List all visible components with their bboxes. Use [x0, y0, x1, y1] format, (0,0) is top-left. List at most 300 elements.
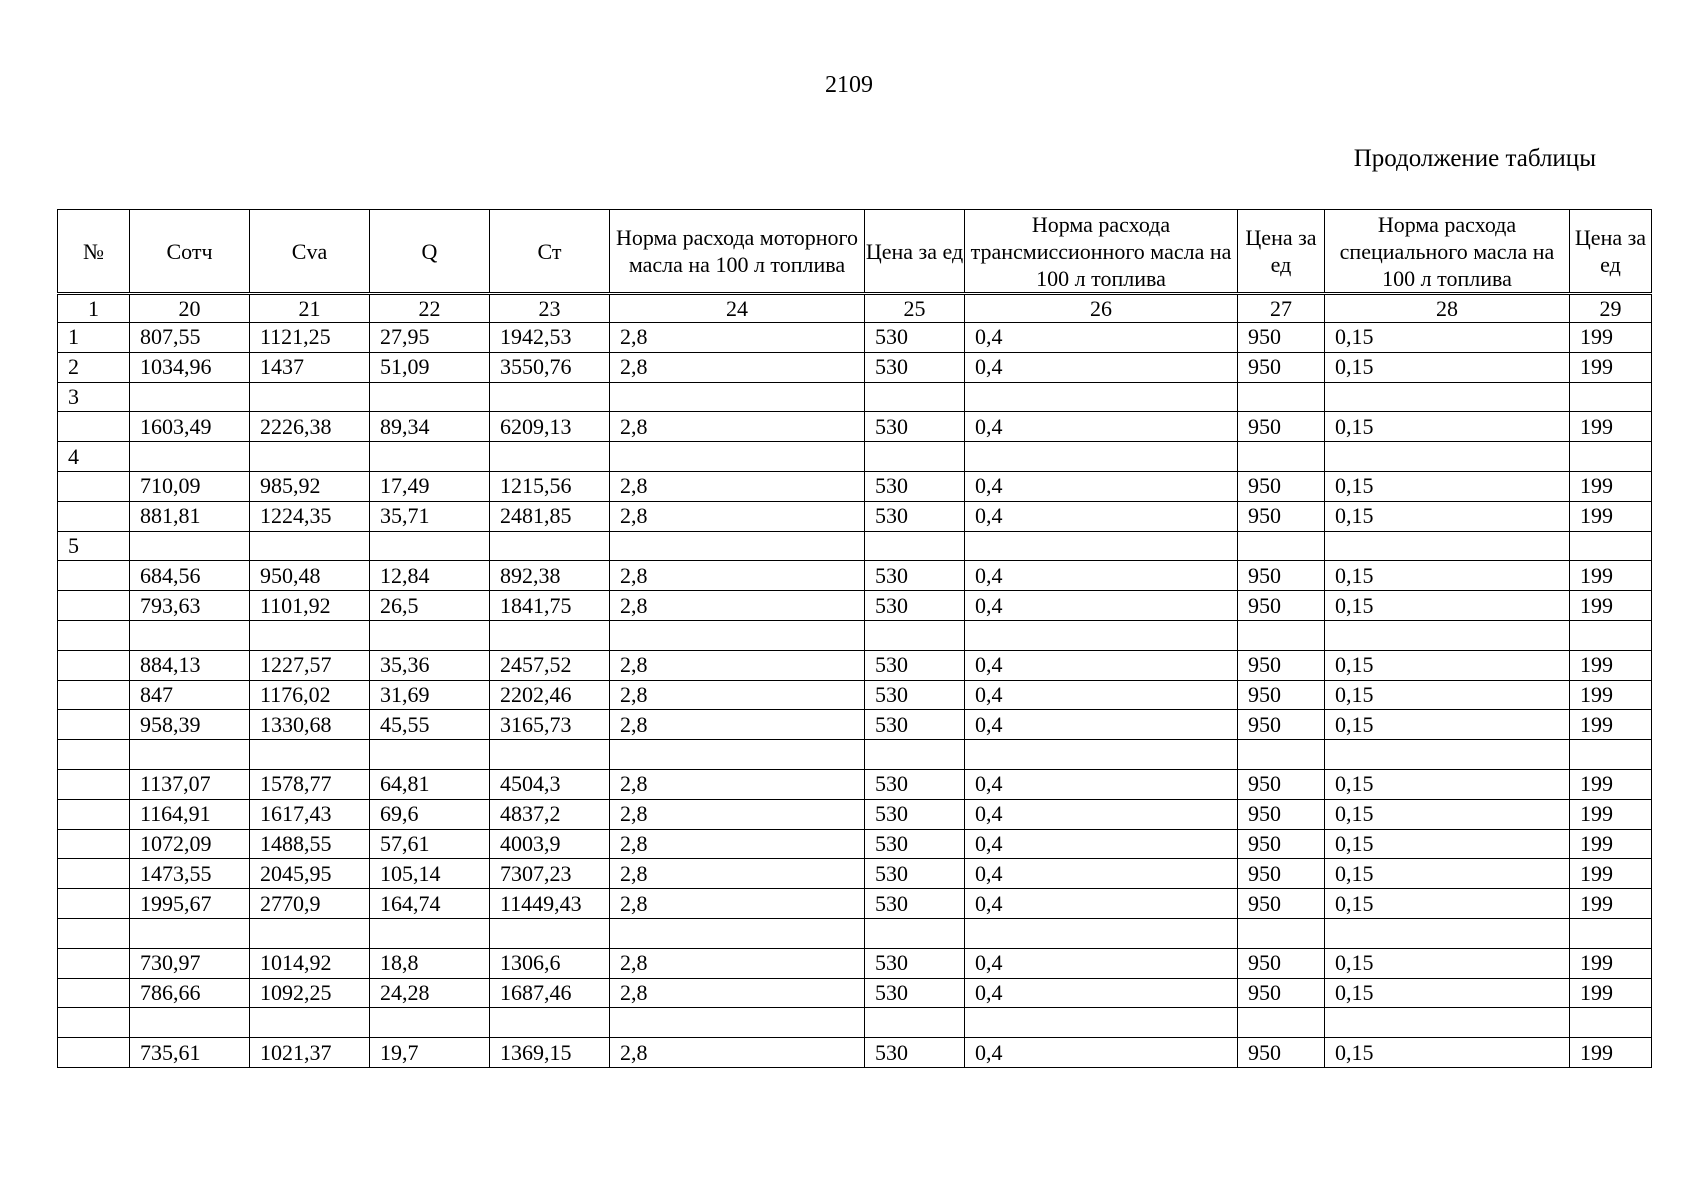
table-cell: 530: [865, 948, 965, 978]
table-cell: 3: [58, 382, 130, 412]
table-cell: [1325, 918, 1570, 948]
table-row: [58, 382, 1652, 412]
table-cell: 530: [865, 829, 965, 859]
table-cell: [865, 1008, 965, 1038]
table-cell: 807,55: [130, 323, 250, 353]
table-row: [58, 650, 1652, 680]
table-cell: 0,15: [1325, 710, 1570, 740]
header-row: [58, 210, 1652, 294]
table-cell: [130, 918, 250, 948]
table-cell: [490, 442, 610, 472]
table-cell: 6209,13: [490, 412, 610, 442]
table-cell: 24,28: [370, 978, 490, 1008]
table-cell: 0,15: [1325, 352, 1570, 382]
table-cell: 199: [1570, 889, 1652, 919]
header-cell: Ст: [490, 210, 610, 294]
table-cell: 958,39: [130, 710, 250, 740]
table-cell: 199: [1570, 323, 1652, 353]
table-cell: [58, 501, 130, 531]
table-cell: [1238, 1008, 1325, 1038]
table-cell: 1841,75: [490, 591, 610, 621]
table-cell: [865, 382, 965, 412]
table-cell: [58, 769, 130, 799]
table-cell: 950: [1238, 680, 1325, 710]
table-cell: 4003,9: [490, 829, 610, 859]
table-cell: [865, 620, 965, 650]
table-cell: 1995,67: [130, 889, 250, 919]
table-cell: 2,8: [610, 412, 865, 442]
table-cell: 0,4: [965, 680, 1238, 710]
table-cell: 0,4: [965, 352, 1238, 382]
table-cell: 530: [865, 323, 965, 353]
table-cell: 530: [865, 889, 965, 919]
table-cell: 5: [58, 531, 130, 561]
table-cell: 199: [1570, 948, 1652, 978]
table-cell: [58, 799, 130, 829]
table-cell: 0,15: [1325, 650, 1570, 680]
table-row: [58, 323, 1652, 353]
table-cell: 1306,6: [490, 948, 610, 978]
table-cell: 0,4: [965, 323, 1238, 353]
table-cell: 1578,77: [250, 769, 370, 799]
table-cell: [130, 1008, 250, 1038]
table-cell: 2202,46: [490, 680, 610, 710]
table-cell: 199: [1570, 561, 1652, 591]
table-body: [58, 323, 1652, 1068]
table-cell: 2,8: [610, 471, 865, 501]
header-cell: Сотч: [130, 210, 250, 294]
table-cell: [1570, 442, 1652, 472]
table-row: [58, 710, 1652, 740]
table-cell: [490, 1008, 610, 1038]
table-cell: 2770,9: [250, 889, 370, 919]
table-cell: [130, 442, 250, 472]
table-cell: 1617,43: [250, 799, 370, 829]
table-row: [58, 352, 1652, 382]
table-cell: [250, 740, 370, 770]
column-number-cell: 27: [1238, 294, 1325, 323]
table-cell: 45,55: [370, 710, 490, 740]
table-cell: [58, 859, 130, 889]
table-cell: [370, 740, 490, 770]
table-cell: 89,34: [370, 412, 490, 442]
table-cell: [610, 382, 865, 412]
table-cell: [865, 442, 965, 472]
table-cell: [130, 620, 250, 650]
table-cell: [58, 829, 130, 859]
table-cell: 950: [1238, 710, 1325, 740]
table-cell: 950: [1238, 412, 1325, 442]
table-cell: 1488,55: [250, 829, 370, 859]
table-cell: [865, 918, 965, 948]
table-cell: 11449,43: [490, 889, 610, 919]
table-cell: [250, 918, 370, 948]
table-cell: [250, 442, 370, 472]
table-cell: 2045,95: [250, 859, 370, 889]
table-cell: [58, 680, 130, 710]
table-cell: 2,8: [610, 680, 865, 710]
table-cell: 31,69: [370, 680, 490, 710]
table-cell: 199: [1570, 680, 1652, 710]
column-number-row: [58, 294, 1652, 323]
table-cell: 950: [1238, 352, 1325, 382]
table-cell: 1176,02: [250, 680, 370, 710]
table-cell: [1325, 740, 1570, 770]
table-cell: 530: [865, 501, 965, 531]
table-cell: 35,71: [370, 501, 490, 531]
table-cell: 1101,92: [250, 591, 370, 621]
table-cell: 735,61: [130, 1038, 250, 1068]
table-cell: 847: [130, 680, 250, 710]
table-cell: 530: [865, 591, 965, 621]
table-cell: 950: [1238, 561, 1325, 591]
table-cell: 950: [1238, 471, 1325, 501]
table-cell: [58, 650, 130, 680]
table-cell: 950: [1238, 1038, 1325, 1068]
table-cell: 1034,96: [130, 352, 250, 382]
table-cell: [1238, 918, 1325, 948]
table-row: [58, 769, 1652, 799]
table-cell: [610, 531, 865, 561]
table-cell: 985,92: [250, 471, 370, 501]
table-cell: [610, 442, 865, 472]
table-cell: 27,95: [370, 323, 490, 353]
table-cell: [1238, 531, 1325, 561]
table-cell: [58, 1008, 130, 1038]
table-cell: 199: [1570, 412, 1652, 442]
table-cell: 1164,91: [130, 799, 250, 829]
table-cell: 2,8: [610, 561, 865, 591]
table-cell: [610, 918, 865, 948]
table-cell: [250, 531, 370, 561]
table-cell: [370, 382, 490, 412]
continuation-label: Продолжение таблицы: [1353, 145, 1596, 172]
table-cell: [490, 531, 610, 561]
table-cell: 0,4: [965, 859, 1238, 889]
header-cell: Норма расхода трансмиссионного масла на 100 л топлива: [965, 210, 1238, 294]
table-cell: 2,8: [610, 591, 865, 621]
table-cell: 105,14: [370, 859, 490, 889]
table-cell: 950: [1238, 323, 1325, 353]
table-cell: 0,4: [965, 769, 1238, 799]
table-row: [58, 680, 1652, 710]
table-cell: [1570, 740, 1652, 770]
table-cell: 2,8: [610, 889, 865, 919]
table-cell: [965, 740, 1238, 770]
table-cell: 950,48: [250, 561, 370, 591]
header-cell: Цена за ед: [865, 210, 965, 294]
table-cell: 1137,07: [130, 769, 250, 799]
table-cell: 1224,35: [250, 501, 370, 531]
table-cell: [1238, 740, 1325, 770]
table-row: [58, 1008, 1652, 1038]
table-cell: 2481,85: [490, 501, 610, 531]
table-cell: 51,09: [370, 352, 490, 382]
table-cell: 892,38: [490, 561, 610, 591]
table-cell: [58, 710, 130, 740]
table-cell: 950: [1238, 889, 1325, 919]
header-cell: Норма расхода специального масла на 100 л топлива: [1325, 210, 1570, 294]
table-cell: [250, 382, 370, 412]
table-cell: 19,7: [370, 1038, 490, 1068]
table-cell: [58, 620, 130, 650]
table-row: [58, 471, 1652, 501]
table-cell: 950: [1238, 799, 1325, 829]
table-cell: 0,4: [965, 829, 1238, 859]
column-number-cell: 21: [250, 294, 370, 323]
table-row: [58, 531, 1652, 561]
table-cell: 0,15: [1325, 859, 1570, 889]
table-cell: [1570, 382, 1652, 412]
header-cell: Cva: [250, 210, 370, 294]
table-cell: [965, 620, 1238, 650]
table-cell: 884,13: [130, 650, 250, 680]
table-cell: 530: [865, 471, 965, 501]
table-cell: 199: [1570, 710, 1652, 740]
table-cell: [370, 620, 490, 650]
table-cell: 3165,73: [490, 710, 610, 740]
table-cell: 2,8: [610, 323, 865, 353]
table-cell: 0,15: [1325, 948, 1570, 978]
table-cell: 35,36: [370, 650, 490, 680]
table-cell: [58, 412, 130, 442]
table-cell: 0,15: [1325, 889, 1570, 919]
table-cell: 530: [865, 769, 965, 799]
table-row: [58, 442, 1652, 472]
table-cell: 199: [1570, 799, 1652, 829]
table-cell: 2,8: [610, 1038, 865, 1068]
table-row: [58, 561, 1652, 591]
table-cell: 950: [1238, 829, 1325, 859]
table-cell: [58, 889, 130, 919]
table-cell: 4: [58, 442, 130, 472]
table-cell: 1437: [250, 352, 370, 382]
table-cell: [610, 620, 865, 650]
table-cell: [965, 442, 1238, 472]
table-cell: 1121,25: [250, 323, 370, 353]
table-cell: 1014,92: [250, 948, 370, 978]
table-cell: 1687,46: [490, 978, 610, 1008]
table-cell: 1942,53: [490, 323, 610, 353]
table-cell: [1570, 531, 1652, 561]
table-cell: [965, 918, 1238, 948]
table-cell: 0,4: [965, 710, 1238, 740]
table-cell: [865, 531, 965, 561]
table-cell: [490, 740, 610, 770]
table-cell: [370, 531, 490, 561]
header-cell: Норма расхода моторного масла на 100 л топлива: [610, 210, 865, 294]
table-cell: 199: [1570, 352, 1652, 382]
table-cell: [1325, 620, 1570, 650]
table-cell: 1603,49: [130, 412, 250, 442]
table-cell: [58, 918, 130, 948]
table-cell: 69,6: [370, 799, 490, 829]
table-cell: 530: [865, 680, 965, 710]
table-row: [58, 829, 1652, 859]
table-cell: [130, 382, 250, 412]
table-cell: 2,8: [610, 859, 865, 889]
column-number-cell: 24: [610, 294, 865, 323]
table-cell: 0,15: [1325, 471, 1570, 501]
table-cell: 950: [1238, 650, 1325, 680]
table-cell: 950: [1238, 769, 1325, 799]
table-cell: [1325, 382, 1570, 412]
table-cell: 12,84: [370, 561, 490, 591]
table-row: [58, 978, 1652, 1008]
table-cell: 0,15: [1325, 1038, 1570, 1068]
table-cell: 199: [1570, 501, 1652, 531]
column-number-cell: 23: [490, 294, 610, 323]
table-cell: 786,66: [130, 978, 250, 1008]
table-row: [58, 918, 1652, 948]
table-cell: 1369,15: [490, 1038, 610, 1068]
table-cell: [58, 471, 130, 501]
table-cell: 199: [1570, 978, 1652, 1008]
table-cell: 950: [1238, 948, 1325, 978]
table-cell: [58, 1038, 130, 1068]
table-cell: 0,4: [965, 412, 1238, 442]
table-row: [58, 948, 1652, 978]
table-cell: 1072,09: [130, 829, 250, 859]
table-cell: 1021,37: [250, 1038, 370, 1068]
table-cell: [58, 978, 130, 1008]
column-number-cell: 22: [370, 294, 490, 323]
table-row: [58, 740, 1652, 770]
table-cell: 0,4: [965, 978, 1238, 1008]
table-cell: 2,8: [610, 948, 865, 978]
table-cell: [965, 1008, 1238, 1038]
table-cell: 64,81: [370, 769, 490, 799]
table-cell: [58, 561, 130, 591]
column-number-cell: 26: [965, 294, 1238, 323]
table-cell: 0,4: [965, 501, 1238, 531]
table-cell: 530: [865, 978, 965, 1008]
table-cell: 793,63: [130, 591, 250, 621]
table-cell: 530: [865, 1038, 965, 1068]
header-cell: №: [58, 210, 130, 294]
table-cell: [130, 740, 250, 770]
table-cell: 17,49: [370, 471, 490, 501]
table-cell: 950: [1238, 591, 1325, 621]
table-cell: 199: [1570, 1038, 1652, 1068]
table-cell: 1092,25: [250, 978, 370, 1008]
column-number-cell: 28: [1325, 294, 1570, 323]
table-cell: 530: [865, 352, 965, 382]
table-cell: 2,8: [610, 650, 865, 680]
table-cell: 1227,57: [250, 650, 370, 680]
table-cell: [58, 948, 130, 978]
header-cell: Q: [370, 210, 490, 294]
table-cell: 530: [865, 799, 965, 829]
table-cell: 2,8: [610, 501, 865, 531]
table-cell: 1215,56: [490, 471, 610, 501]
table-cell: [965, 531, 1238, 561]
table-cell: 57,61: [370, 829, 490, 859]
table-cell: [1570, 918, 1652, 948]
table-cell: 164,74: [370, 889, 490, 919]
table-cell: [58, 591, 130, 621]
table-cell: [58, 740, 130, 770]
table-cell: 0,4: [965, 650, 1238, 680]
table-row: [58, 1038, 1652, 1068]
table-cell: 2,8: [610, 710, 865, 740]
table-cell: 4504,3: [490, 769, 610, 799]
table-cell: 950: [1238, 501, 1325, 531]
table-row: [58, 591, 1652, 621]
table-cell: 0,4: [965, 591, 1238, 621]
table-cell: [1238, 382, 1325, 412]
table-cell: 950: [1238, 859, 1325, 889]
table-cell: [370, 918, 490, 948]
table-cell: 0,15: [1325, 829, 1570, 859]
table-cell: 0,15: [1325, 680, 1570, 710]
table-cell: [965, 382, 1238, 412]
table-cell: [370, 442, 490, 472]
data-table: [57, 209, 1652, 1068]
table-cell: 684,56: [130, 561, 250, 591]
header-cell: Цена за ед: [1570, 210, 1652, 294]
header-cell: Цена за ед: [1238, 210, 1325, 294]
table-cell: 0,15: [1325, 591, 1570, 621]
table-cell: 1: [58, 323, 130, 353]
table-cell: 199: [1570, 591, 1652, 621]
table-cell: 26,5: [370, 591, 490, 621]
table-cell: 0,15: [1325, 769, 1570, 799]
table-row: [58, 501, 1652, 531]
table-cell: [490, 918, 610, 948]
table-cell: 18,8: [370, 948, 490, 978]
table-cell: 0,4: [965, 948, 1238, 978]
table-cell: [370, 1008, 490, 1038]
table-cell: 0,15: [1325, 323, 1570, 353]
table-cell: [865, 740, 965, 770]
table-cell: [1570, 620, 1652, 650]
column-number-cell: 29: [1570, 294, 1652, 323]
table-cell: [1238, 442, 1325, 472]
table-row: [58, 799, 1652, 829]
table-cell: [130, 531, 250, 561]
column-number-cell: 1: [58, 294, 130, 323]
table-cell: [250, 620, 370, 650]
table-cell: [1238, 620, 1325, 650]
table-cell: [610, 1008, 865, 1038]
table-row: [58, 889, 1652, 919]
table-cell: 530: [865, 710, 965, 740]
table-cell: 2,8: [610, 829, 865, 859]
table-cell: 0,15: [1325, 412, 1570, 442]
table-cell: 199: [1570, 471, 1652, 501]
table-cell: [1325, 531, 1570, 561]
column-number-cell: 20: [130, 294, 250, 323]
table-cell: 710,09: [130, 471, 250, 501]
table-cell: [490, 382, 610, 412]
table-cell: 730,97: [130, 948, 250, 978]
table-cell: 199: [1570, 859, 1652, 889]
table-cell: 2457,52: [490, 650, 610, 680]
table-cell: [250, 1008, 370, 1038]
table-cell: 199: [1570, 769, 1652, 799]
table-row: [58, 412, 1652, 442]
table-cell: 0,4: [965, 1038, 1238, 1068]
table-cell: [1325, 442, 1570, 472]
table-cell: 7307,23: [490, 859, 610, 889]
table-cell: 950: [1238, 978, 1325, 1008]
table-cell: 530: [865, 561, 965, 591]
table-cell: 530: [865, 859, 965, 889]
table-cell: 2226,38: [250, 412, 370, 442]
table-cell: 1330,68: [250, 710, 370, 740]
table-row: [58, 620, 1652, 650]
